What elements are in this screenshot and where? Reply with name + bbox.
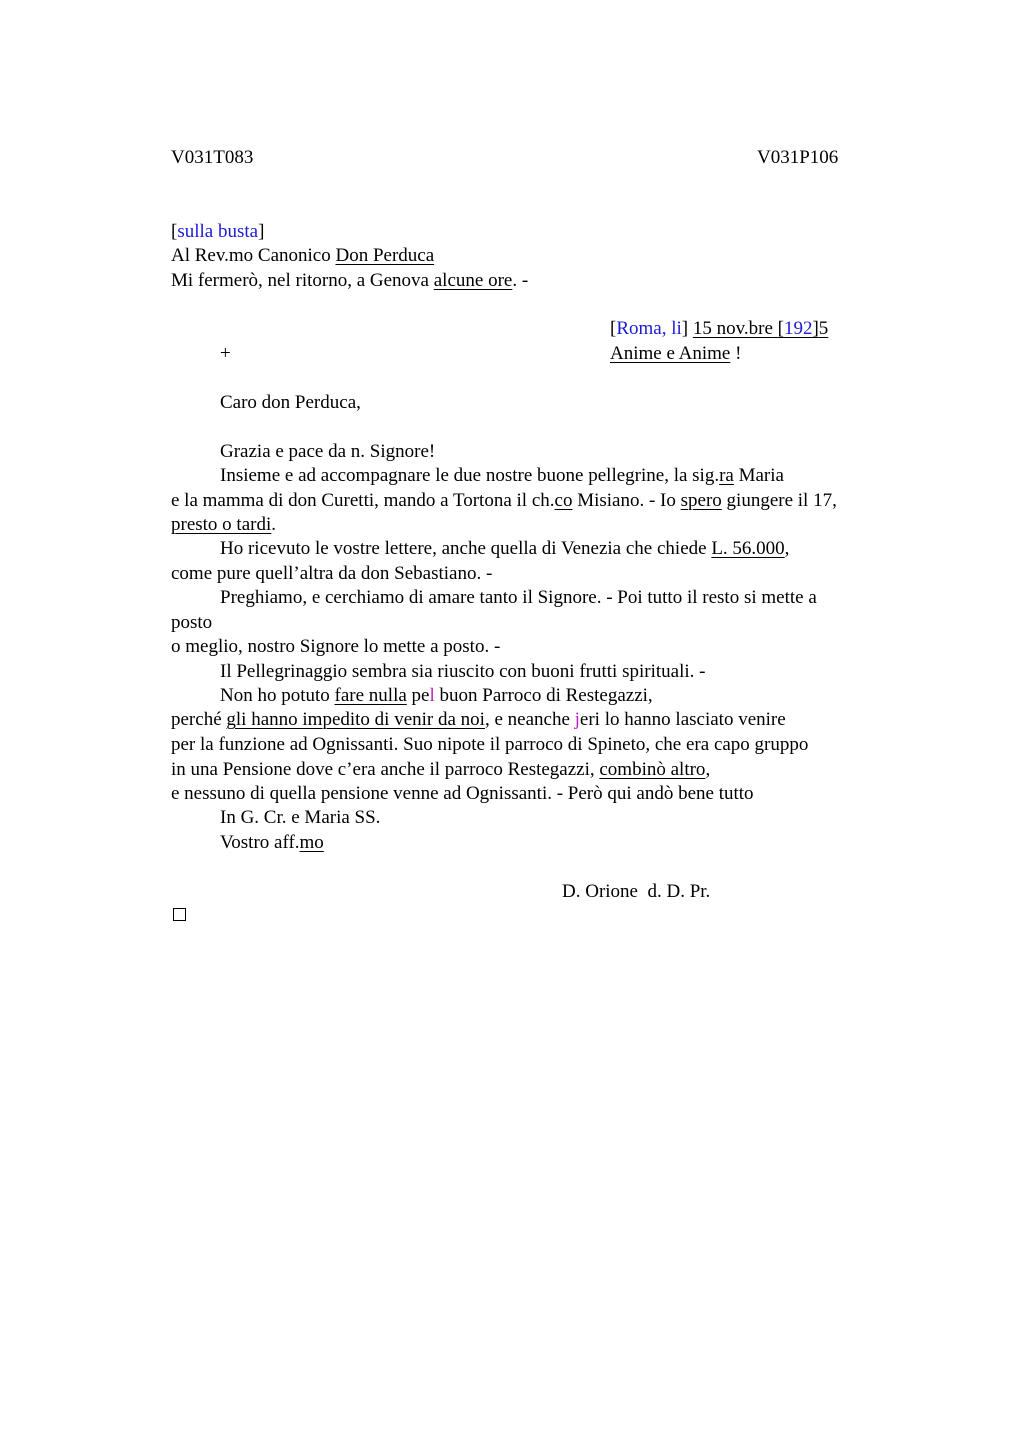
text: ra: [719, 465, 734, 486]
end-square-icon: [173, 908, 186, 921]
dateline: [610, 317, 828, 341]
paragraph-2-line-1: [220, 537, 789, 561]
document-code-right: V031P106: [757, 147, 839, 168]
paragraph-4: Il Pellegrinaggio sembra sia riuscito con buoni frutti spirituali. -: [220, 661, 706, 682]
note-underlined: alcune ore: [433, 270, 513, 291]
year-digit: 5: [818, 318, 829, 339]
text: Non ho potuto: [220, 685, 335, 706]
envelope-label-line: [171, 220, 264, 244]
addressee-prefix: Al Rev.mo Canonico: [171, 245, 336, 266]
place-bracket-close: ]: [681, 318, 689, 339]
place-bracket-open: [: [610, 318, 617, 339]
text: Maria: [733, 465, 784, 486]
text: Insieme e ad accompagnare le due nostre buone pellegrine, la sig.: [220, 465, 720, 486]
cross-symbol: +: [220, 343, 231, 364]
text: , e neanche: [484, 709, 575, 730]
document-code-left: V031T083: [171, 147, 254, 168]
salutation: Caro don Perduca,: [220, 392, 361, 413]
paragraph-1-line-3: [171, 513, 276, 537]
paragraph-1-line-2: [171, 489, 837, 513]
motto-text: Anime e Anime: [610, 343, 731, 364]
text: pe: [406, 685, 430, 706]
closing-line-1: In G. Cr. e Maria SS.: [220, 807, 381, 828]
text: .: [271, 514, 277, 535]
addressee-name: Don Perduca: [335, 245, 435, 266]
date-text: 15 nov.bre: [692, 318, 773, 339]
text: mo: [299, 832, 324, 853]
text: ,: [784, 538, 790, 559]
motto: [610, 342, 741, 366]
date: [693, 318, 828, 339]
place: Roma, li: [616, 318, 682, 339]
text: presto o tardi: [171, 514, 272, 535]
paragraph-3-line-2: posto: [171, 612, 213, 633]
paragraph-2-line-2: come pure quell’altra da don Sebastiano. -: [171, 563, 493, 584]
text: Misiano. - Io: [572, 490, 681, 511]
text: perché: [171, 709, 227, 730]
note-suffix: . -: [512, 270, 529, 291]
text: giungere il 17,: [721, 490, 837, 511]
text: buon Parroco di Restegazzi,: [434, 685, 653, 706]
greeting: Grazia e pace da n. Signore!: [220, 441, 436, 462]
envelope-label: sulla busta: [177, 221, 259, 242]
paragraph-5-line-4: [171, 758, 710, 782]
text: Vostro aff.: [220, 832, 300, 853]
correction-mark: l: [429, 685, 435, 706]
bracket-open: [: [171, 221, 178, 242]
envelope-addressee: [171, 244, 434, 268]
paragraph-5-line-5: e nessuno di quella pensione venne ad Ognissanti. - Però qui andò bene tutto: [171, 783, 754, 804]
closing-line-2: [220, 831, 324, 855]
text: Ho ricevuto le vostre lettere, anche quella di Venezia che chiede: [220, 538, 712, 559]
text: e la mamma di don Curetti, mando a Tortona il ch.: [171, 490, 555, 511]
paragraph-5-line-1: [220, 684, 653, 708]
bracket-close: ]: [258, 221, 265, 242]
year-editorial: 192: [783, 318, 813, 339]
note-prefix: Mi fermerò, nel ritorno, a Genova: [171, 270, 434, 291]
year-bracket-open: [: [777, 318, 784, 339]
paragraph-3-line-1: Preghiamo, e cerchiamo di amare tanto il Signore. - Poi tutto il resto si mette a: [220, 587, 817, 608]
text: ,: [705, 759, 711, 780]
correction-mark: j: [574, 709, 580, 730]
text: combinò altro: [599, 759, 706, 780]
text: co: [554, 490, 573, 511]
paragraph-1-line-1: [220, 464, 784, 488]
motto-suffix: !: [730, 343, 742, 364]
paragraph-5-line-2: [171, 708, 786, 732]
year-bracket-close: ]: [812, 318, 819, 339]
text: spero: [680, 490, 722, 511]
text: in una Pensione dove c’era anche il parroco Restegazzi,: [171, 759, 600, 780]
text: gli hanno impedito di venir da noi: [226, 709, 485, 730]
envelope-note: [171, 269, 528, 293]
paragraph-3-line-3: o meglio, nostro Signore lo mette a posto. -: [171, 636, 501, 657]
paragraph-5-line-3: per la funzione ad Ognissanti. Suo nipote il parroco di Spineto, che era capo gruppo: [171, 734, 809, 755]
signature: D. Orione d. D. Pr.: [562, 881, 711, 902]
text: fare nulla: [334, 685, 407, 706]
text: eri lo hanno lasciato venire: [579, 709, 786, 730]
text: L. 56.000: [711, 538, 785, 559]
